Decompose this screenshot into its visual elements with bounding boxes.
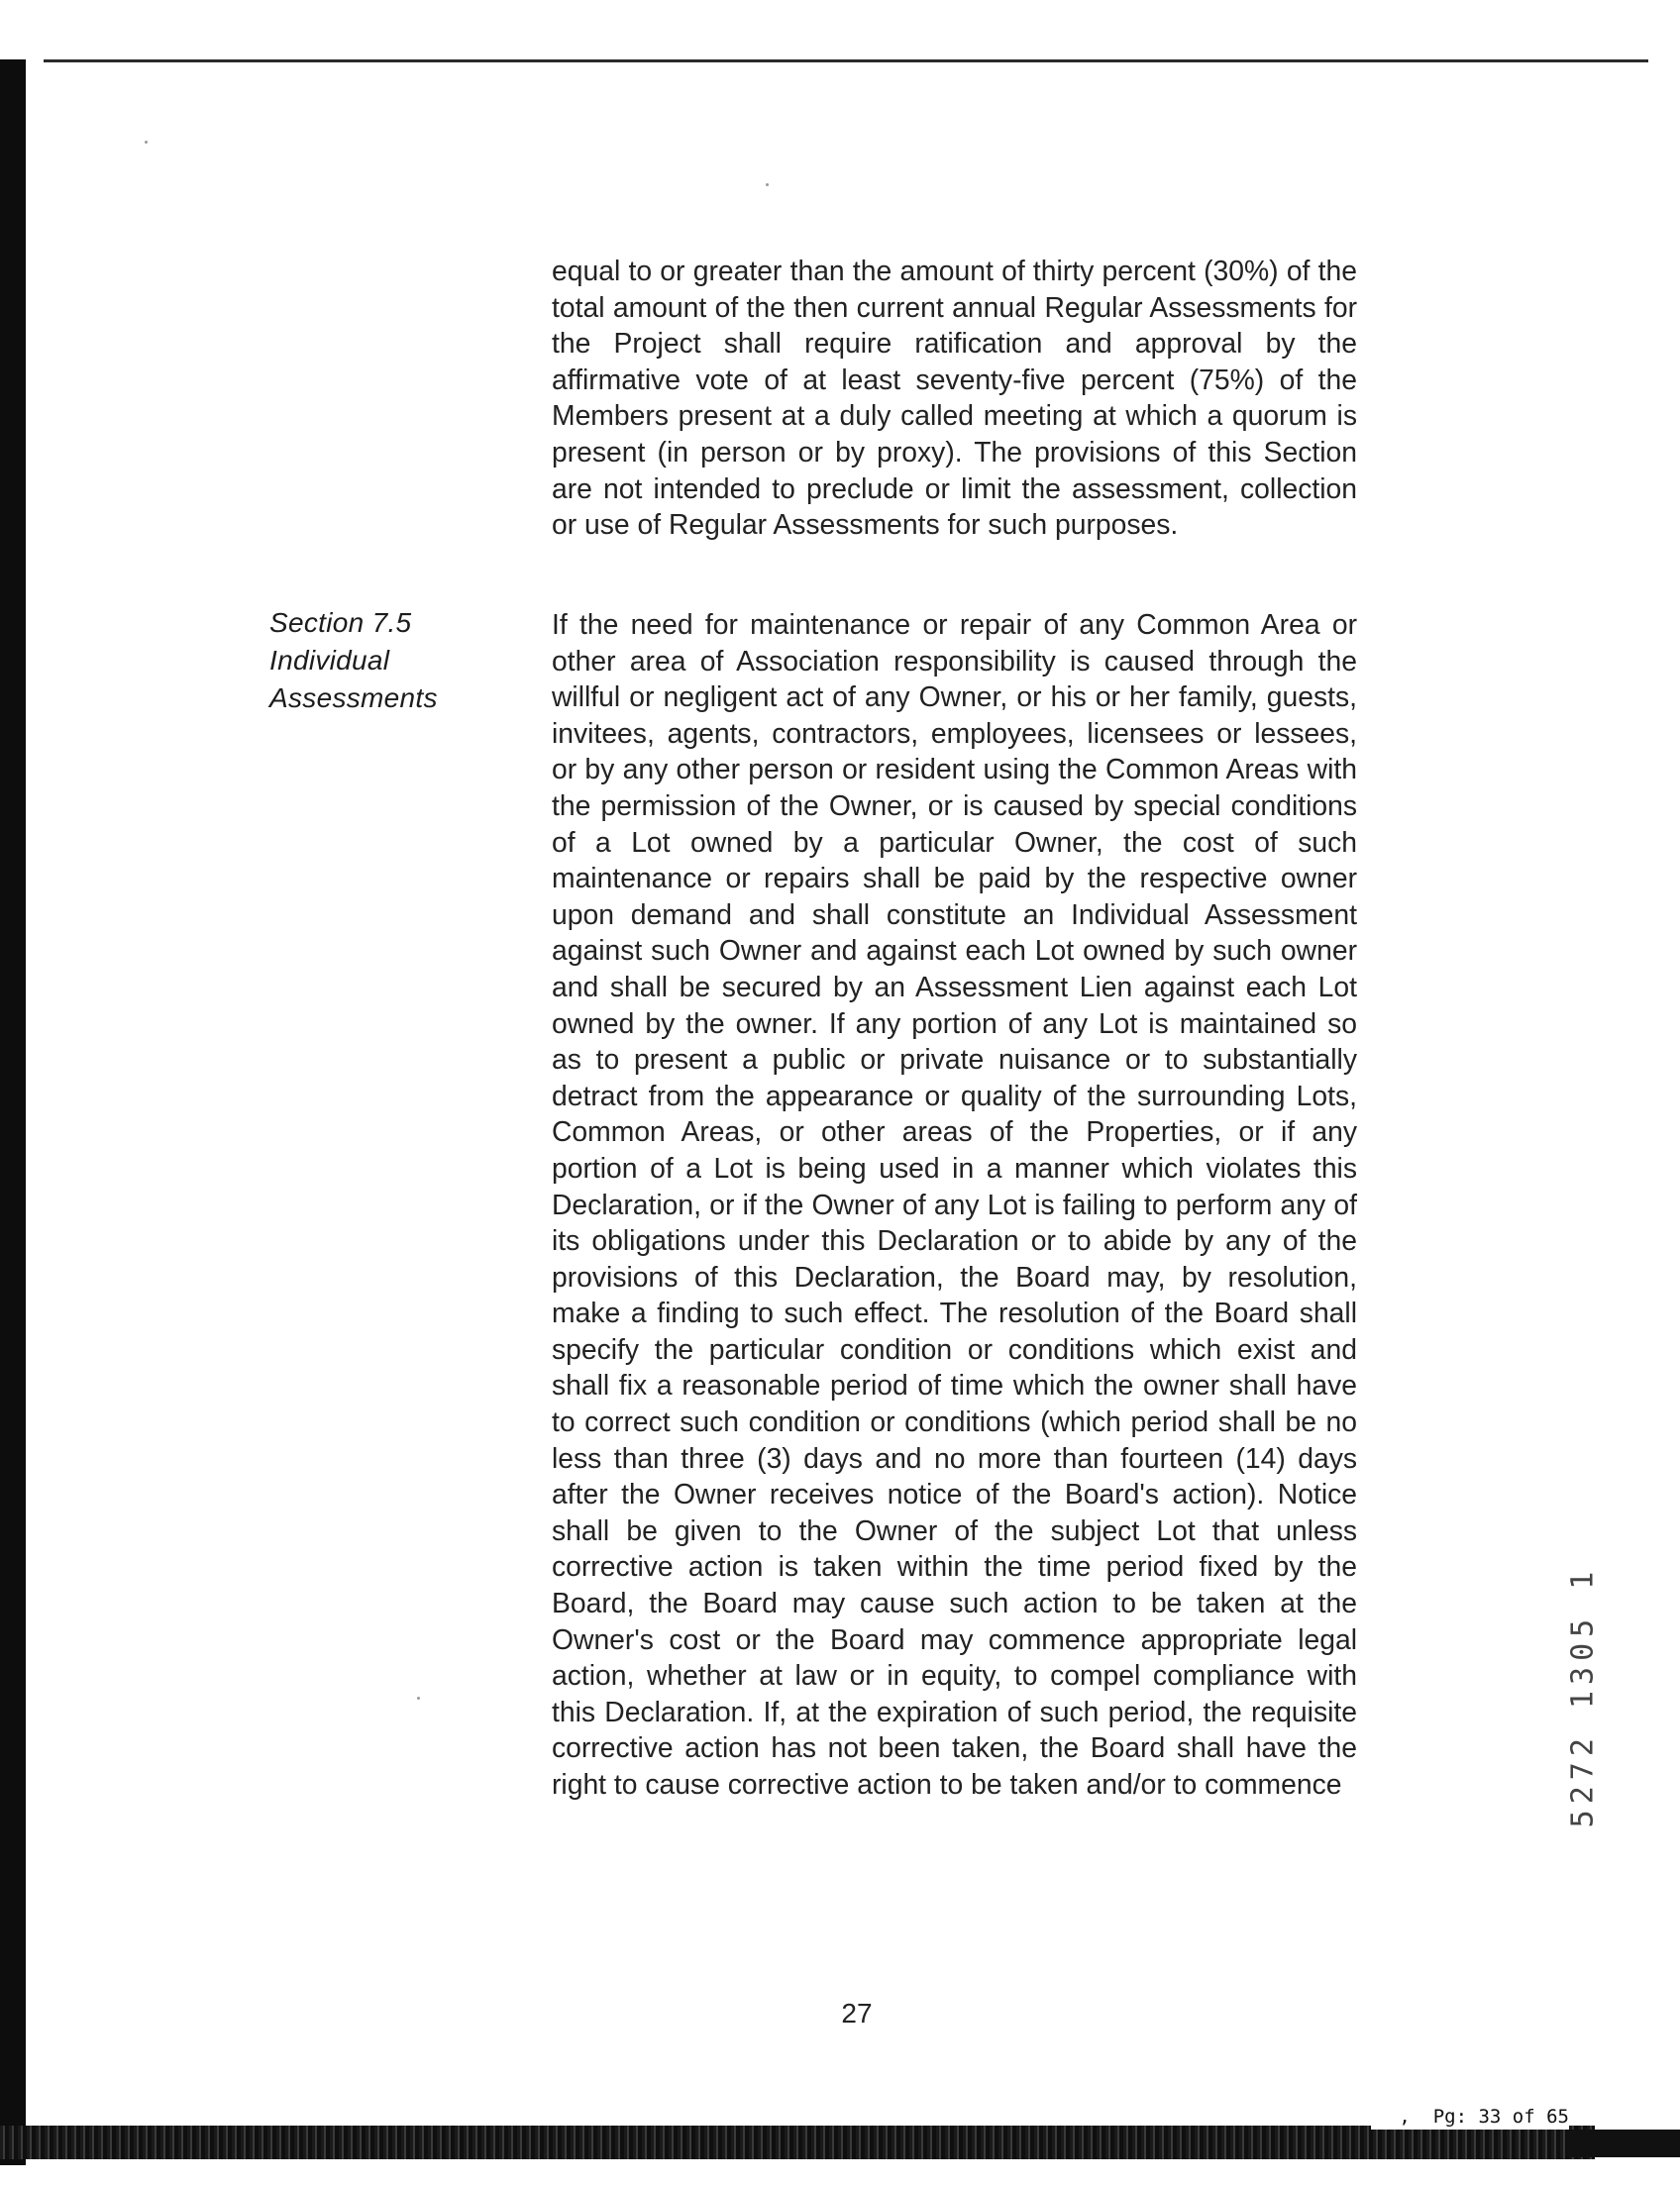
scan-bottom-border-end	[1567, 2130, 1680, 2157]
recording-margin-stamp	[1565, 1533, 1601, 1860]
scan-speck	[145, 141, 148, 144]
section-number: Section 7.5	[269, 607, 412, 638]
scan-bottom-border	[0, 2126, 1595, 2159]
recording-margin-stamp-text: 5272 1305 1	[1565, 1565, 1601, 1828]
section-heading	[269, 604, 487, 717]
section-title-line-2: Assessments	[269, 682, 438, 713]
page-number: 27	[841, 1998, 873, 2029]
section-body-paragraph: If the need for maintenance or repair of any Common Area or other area of Association responsibility is caused through the willful or negligent act of any Owner, or his or her family, guests, invitees, agents, contractors, employees, licensees or lessees, or by any other person or resident using the Common Areas with the permission of the Owner, or is caused by special conditions of a Lot owned by a particular Owner, the cost of such maintenance or repairs shall be paid by the respective owner upon demand and shall constitute an Individual Assessment against such Owner and against each Lot owned by such owner and shall be secured by an Assessment Lien against each Lot owned by the owner. If any portion of any Lot is maintained so as to present a public or private nuisance or to substantially detract from the appearance or quality of the surrounding Lots, Common Areas, or other areas of the Properties, or if any portion of a Lot is being used in a manner which violates this Declaration, or if the Owner of any Lot is failing to perform any of its obligations under this Declaration or to abide by any of the provisions of this Declaration, the Board may, by resolution, make a finding to such effect. The resolution of the Board shall specify the particular condition or conditions which exist and shall fix a reasonable period of time which the owner shall have to correct such condition or conditions (which period shall be no less than three (3) days and no more than fourteen (14) days after the Owner receives notice of the Board's action). Notice shall be given to the Owner of the subject Lot that unless corrective action is taken within the time period fixed by the Board, the Board may cause such action to be taken at the Owner's cost or the Board may commence appropriate legal action, whether at law or in equity, to compel compliance with this Declaration. If, at the expiration of such period, the requisite corrective action has not been taken, the Board shall have the right to cause corrective action to be taken and/or to commence	[552, 608, 1357, 1800]
section-title-line-1: Individual	[269, 645, 390, 676]
scan-speck	[417, 1697, 420, 1700]
scan-speck	[766, 183, 769, 186]
recording-page-stamp: , Pg: 33 of 65	[1371, 2104, 1569, 2130]
continued-paragraph: equal to or greater than the amount of thirty percent (30%) of the total amount of the then current annual Regular Assessments for the Project shall require ratification and approval by the affirmative vote of at least seventy-five percent (75%) of the Members present at a duly called meeting at which a quorum is present (in person or by proxy). The provisions of this Section are not intended to preclude or limit the assessment, collection or use of Regular Assessments for such purposes.	[552, 255, 1357, 541]
scan-left-border	[0, 59, 26, 2165]
scan-top-rule	[44, 59, 1648, 62]
